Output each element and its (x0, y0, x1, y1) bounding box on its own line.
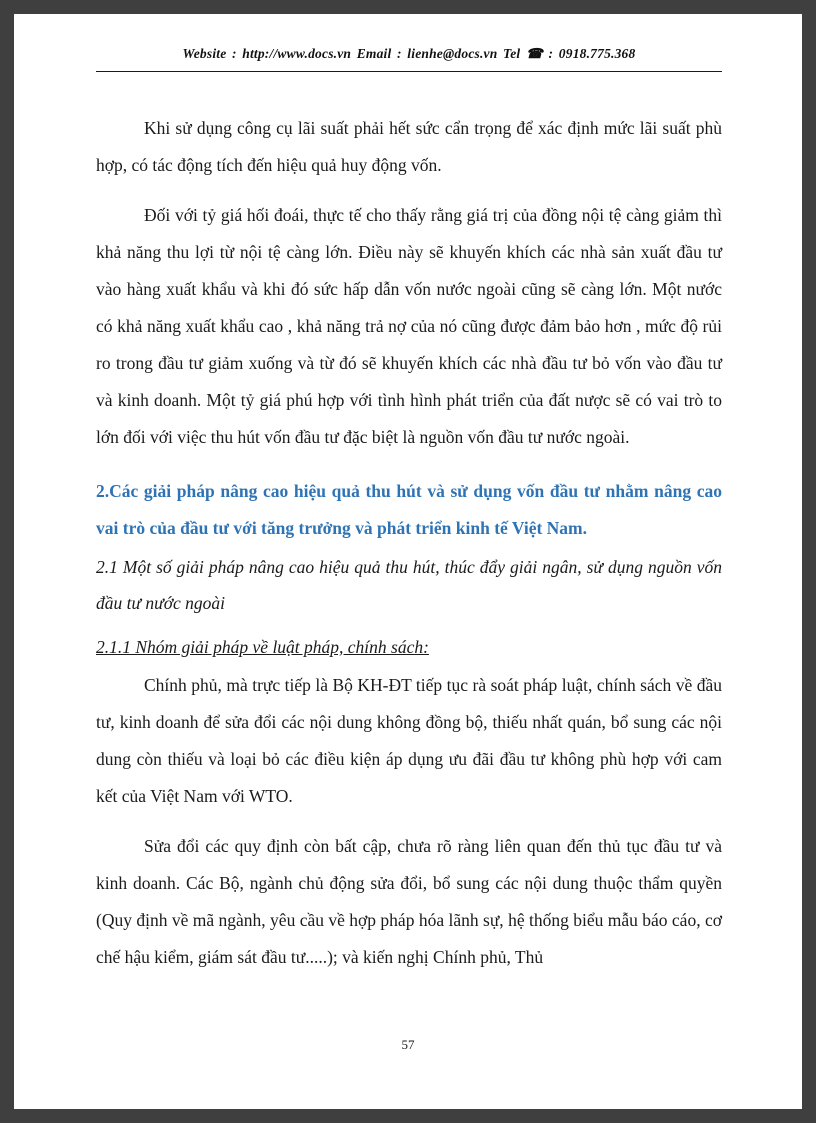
document-page (14, 14, 802, 1109)
subsection-heading-2-1-1: 2.1.1 Nhóm giải pháp về luật pháp, chính sách: (96, 637, 429, 657)
paragraph-government-review: Chính phủ, mà trực tiếp là Bộ KH-ĐT tiếp tục rà soát pháp luật, chính sách về đầu tư, kinh doanh để sửa đổi các nội dung không đồng bộ, thiếu nhất quán, bổ sung các nội dung còn thiếu và loại bỏ các điều kiện áp dụng ưu đãi đầu tư không phù hợp với cam kết của Việt Nam với WTO. (96, 675, 722, 806)
section-heading-2: 2.Các giải pháp nâng cao hiệu quả thu hút và sử dụng vốn đầu tư nhằm nâng cao vai trò của đầu tư với tăng trưởng và phát triển kinh tế Việt Nam. (96, 481, 722, 538)
page-header (96, 46, 722, 72)
paragraph-regulation-amendments: Sửa đổi các quy định còn bất cập, chưa rõ ràng liên quan đến thủ tục đầu tư và kinh doanh. Các Bộ, ngành chủ động sửa đổi, bổ sung các nội dung thuộc thẩm quyền (Quy định về mã ngành, yêu cầu về hợp pháp hóa lãnh sự, hệ thống biểu mẫu báo cáo, cơ chế hậu kiểm, giám sát đầu tư.....); và kiến nghị Chính phủ, Thủ (96, 836, 722, 967)
subsection-heading-2-1: 2.1 Một số giải pháp nâng cao hiệu quả thu hút, thúc đẩy giải ngân, sử dụng nguồn vốn đầu tư nước ngoài (96, 557, 722, 613)
header-contact-text: Website : http://www.docs.vn Email : lienhe@docs.vn Tel ☎ : 0918.775.368 (182, 46, 636, 61)
paragraph-interest-rate: Khi sử dụng công cụ lãi suất phải hết sức cẩn trọng để xác định mức lãi suất phù hợp, có tác động tích đến hiệu quả huy động vốn. (96, 118, 722, 175)
document-body (96, 110, 722, 976)
page-number: 57 (401, 1037, 415, 1052)
paragraph-exchange-rate: Đối với tỷ giá hối đoái, thực tế cho thấy rằng giá trị của đồng nội tệ càng giảm thì khả năng thu lợi từ nội tệ càng lớn. Điều này sẽ khuyến khích các nhà sản xuất đầu tư vào hàng xuất khẩu và khi đó sức hấp dẫn vốn nước ngoài cũng sẽ càng lớn. Một nước có khả năng xuất khẩu cao , khả năng trả nợ của nó cũng được đảm bảo hơn , mức độ rủi ro trong đầu tư giảm xuống và từ đó sẽ khuyến khích các nhà đầu tư bỏ vốn vào đầu tư và kinh doanh. Một tỷ giá phú hợp với tình hình phát triển của đất nược sẽ có vai trò to lớn đối với việc thu hút vốn đầu tư đặc biệt là nguồn vốn đầu tư nước ngoài. (96, 205, 722, 447)
